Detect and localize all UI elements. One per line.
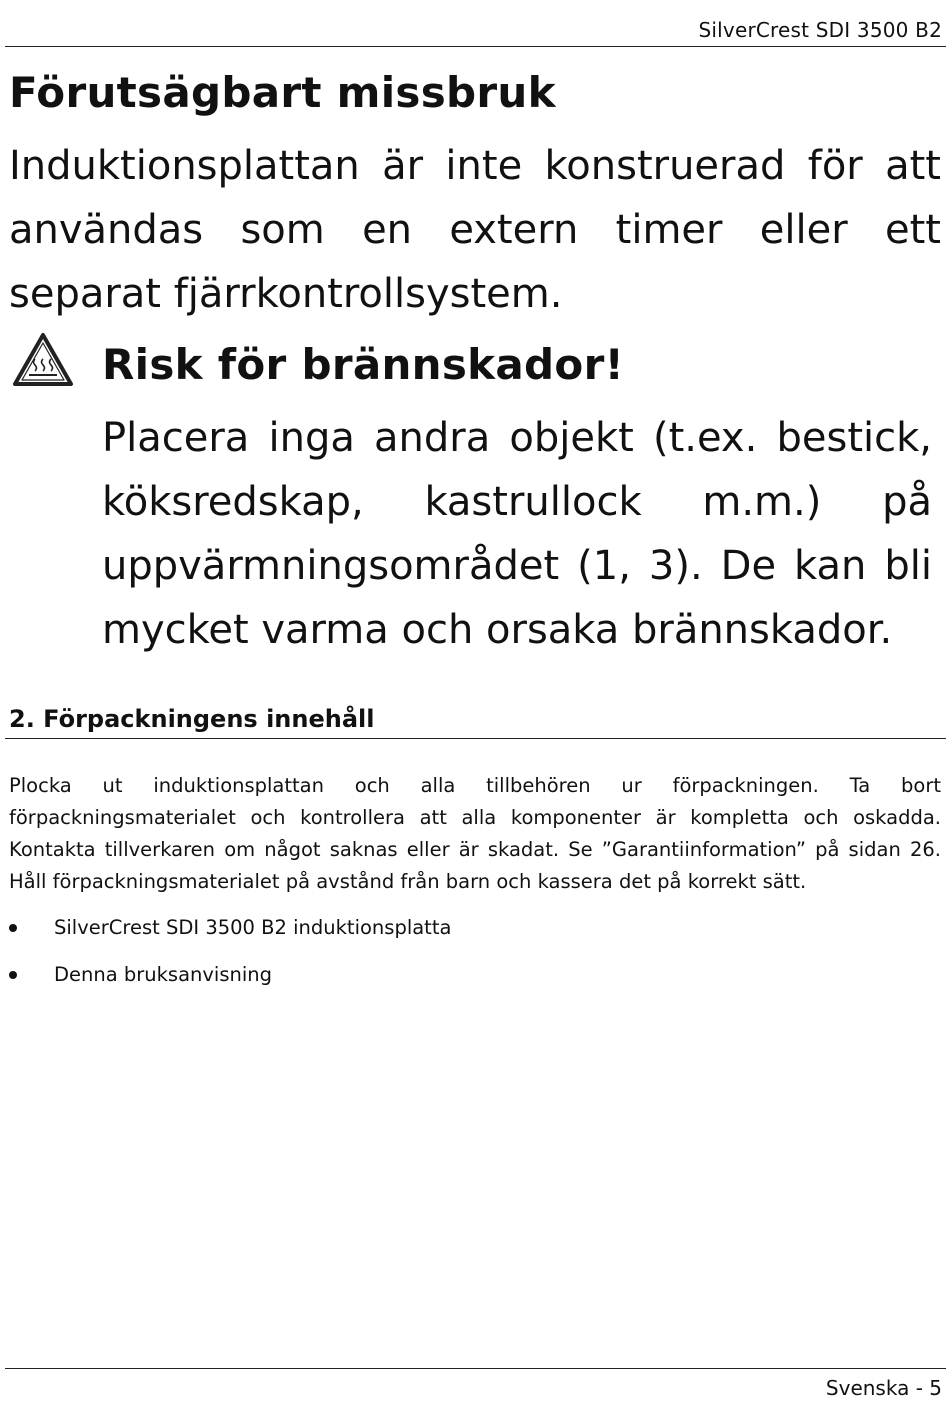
page-header-product: SilverCrest SDI 3500 B2 bbox=[698, 18, 942, 42]
list-item-label: SilverCrest SDI 3500 B2 induktionsplatta bbox=[54, 916, 452, 939]
bullet-icon bbox=[9, 971, 17, 979]
hot-surface-warning-icon bbox=[12, 332, 74, 388]
package-contents-heading: 2. Förpackningens innehåll bbox=[9, 705, 375, 733]
footer-divider bbox=[5, 1368, 946, 1369]
header-divider bbox=[5, 46, 946, 47]
page-number: Svenska - 5 bbox=[825, 1376, 942, 1400]
misuse-heading: Förutsägbart missbruk bbox=[9, 68, 556, 117]
section-divider bbox=[5, 738, 946, 739]
misuse-paragraph: Induktionsplattan är inte konstruerad för att användas som en extern timer eller ett separat fjärrkontrollsystem. bbox=[9, 143, 941, 317]
burn-risk-paragraph: Placera inga andra objekt (t.ex. bestick, köksredskap, kastrullock m.m.) på uppvärmningsområdet (1, 3). De kan bli mycket varma och orsaka brännskador. bbox=[102, 415, 932, 653]
burn-risk-heading: Risk för brännskador! bbox=[102, 340, 625, 389]
list-item-label: Denna bruksanvisning bbox=[54, 963, 273, 986]
bullet-icon bbox=[9, 924, 17, 932]
package-contents-paragraph: Plocka ut induktionsplattan och alla tillbehören ur förpackningen. Ta bort förpackningsmaterialet och kontrollera att alla komponenter är kompletta och oskadda. Kontakta tillverkaren om något saknas eller är skadat. Se ”Garantiinformation” på sidan 26. Håll förpackningsmaterialet på avstånd från barn och kassera det på korrekt sätt. bbox=[9, 774, 941, 893]
